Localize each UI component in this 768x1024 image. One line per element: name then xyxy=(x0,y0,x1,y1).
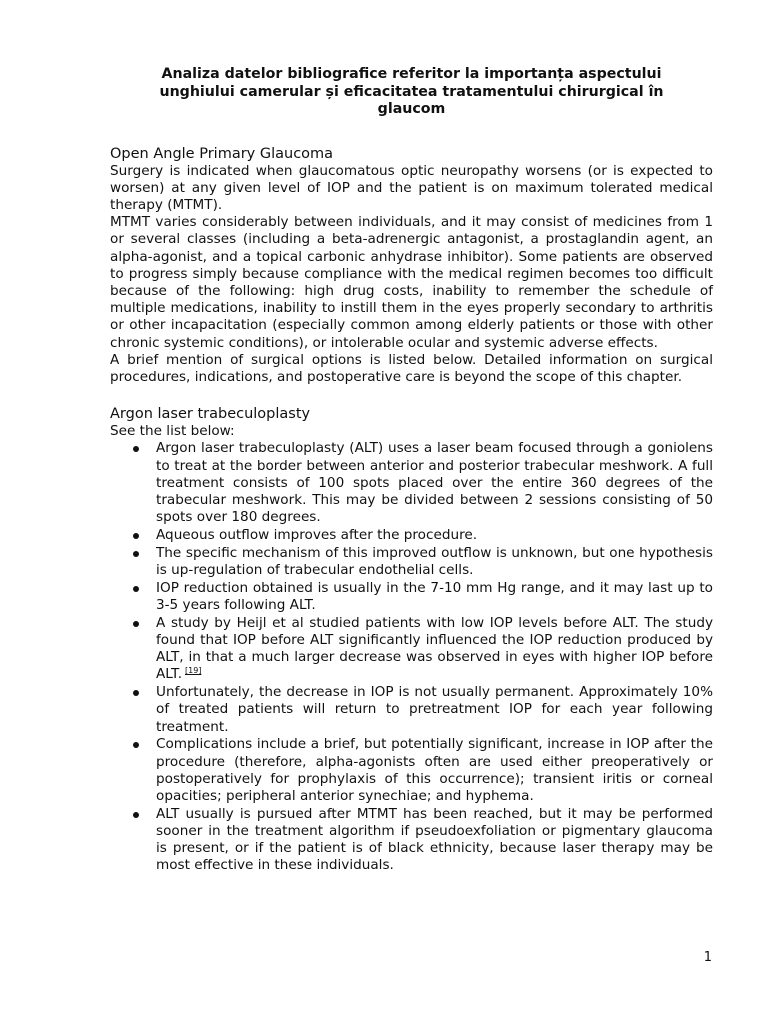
paragraph-surgical-options: A brief mention of surgical options is listed below. Detailed information on surgical procedures, indications, and postoperative care is beyond the scope of this chapter. xyxy=(110,351,713,385)
page-number: 1 xyxy=(703,950,712,965)
section-heading-open-angle-glaucoma: Open Angle Primary Glaucoma xyxy=(110,145,334,162)
list-item-text: A study by Heijl et al studied patients with low IOP levels before ALT. The study found that IOP before ALT significantly influenced the IOP reduction produced by ALT, in that a much larger decrease was observed in eyes with higher IOP before ALT. xyxy=(156,614,713,683)
bullet-icon xyxy=(133,621,139,627)
list-item-text: Argon laser trabeculoplasty (ALT) uses a laser beam focused through a goniolens to treat at the border between anterior and posterior trabecular meshwork. A full treatment consists of 100 spots placed over the entire 360 degrees of the trabecular meshwork. This may be divided between 2 sessions consisting of 50 spots over 180 degrees. xyxy=(156,440,713,526)
list-item-text: The specific mechanism of this improved outflow is unknown, but one hypothesis is up-regulation of trabecular endothelial cells. xyxy=(156,544,713,578)
bullet-icon xyxy=(133,533,139,539)
bullet-icon xyxy=(133,446,139,452)
list-item xyxy=(110,545,713,579)
bullet-icon xyxy=(133,742,139,748)
bullet-icon xyxy=(133,551,139,557)
list-item xyxy=(110,527,713,544)
list-item-text: IOP reduction obtained is usually in the 7-10 mm Hg range, and it may last up to 3-5 years following ALT. xyxy=(156,579,713,613)
citation-link[interactable]: [19] xyxy=(185,665,202,675)
document-title: Analiza datelor bibliografice referitor la importanța aspectului unghiului camerular și eficacitatea tratamentului chirurgical în glaucom xyxy=(159,66,664,117)
list-intro: See the list below: xyxy=(110,423,235,440)
bullet-icon xyxy=(133,690,139,696)
list-item xyxy=(110,806,713,875)
list-item xyxy=(110,736,713,805)
list-item-text: ALT usually is pursued after MTMT has been reached, but it may be performed sooner in the treatment algorithm if pseudoexfoliation or pigmentary glaucoma is present, or if the patient is of black ethnicity, because laser therapy may be most effective in these individuals. xyxy=(156,805,713,874)
list-item xyxy=(110,580,713,614)
list-item-text: Complications include a brief, but potentially significant, increase in IOP after the procedure (therefore, alpha-agonists often are used either preoperatively or postoperatively for prophylaxis of this occurrence); transient iritis or corneal opacities; peripheral anterior synechiae; and hyphema. xyxy=(156,736,713,804)
alt-bullet-list xyxy=(110,440,713,874)
list-item-text: Unfortunately, the decrease in IOP is not usually permanent. Approximately 10% of treated patients will return to pretreatment IOP for each year following treatment. xyxy=(156,684,713,735)
list-item-text: Aqueous outflow improves after the procedure. xyxy=(156,526,478,543)
bullet-icon xyxy=(133,812,139,818)
list-item xyxy=(110,615,713,684)
paragraph-mtmt: MTMT varies considerably between individuals, and it may consist of medicines from 1 or several classes (including a beta-adrenergic antagonist, a prostaglandin agent, an alpha-agonist, and a topical carbonic anhydrase inhibitor). Some patients are observed to progress simply because compliance with the medical regimen becomes too difficult because of the following: high drug costs, inability to remember the schedule of multiple medications, inability to instill them in the eyes properly secondary to arthritis or other incapacitation (especially common among elderly patients or those with other chronic systemic conditions), or intolerable ocular and systemic adverse effects. xyxy=(110,214,713,351)
list-item xyxy=(110,684,713,736)
list-item xyxy=(110,440,713,526)
document-page xyxy=(110,66,713,875)
paragraph-surgery-indication: Surgery is indicated when glaucomatous optic neuropathy worsens (or is expected to worsen) at any given level of IOP and the patient is on maximum tolerated medical therapy (MTMT). xyxy=(110,162,713,213)
section-heading-argon-laser-trabeculoplasty: Argon laser trabeculoplasty xyxy=(110,406,311,423)
bullet-icon xyxy=(133,586,139,592)
